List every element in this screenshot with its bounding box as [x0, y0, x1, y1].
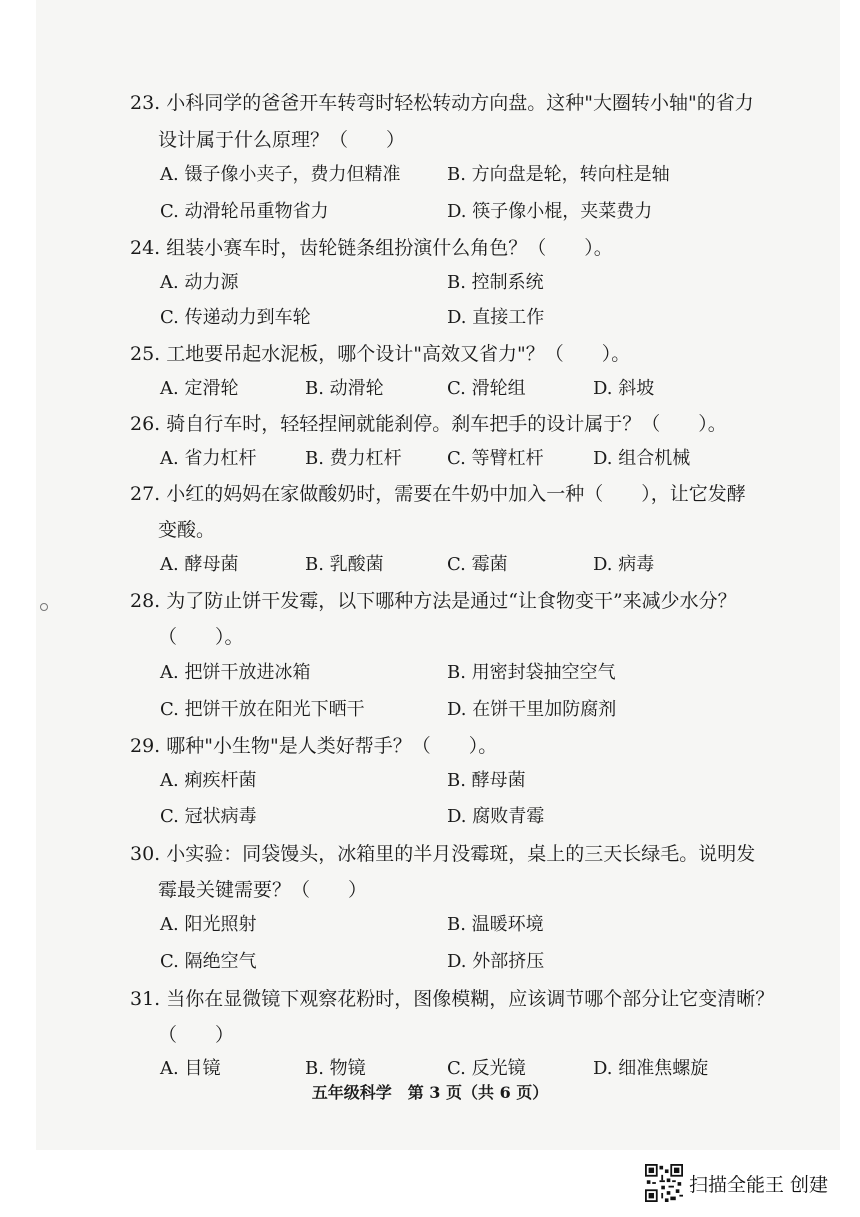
answer-option: D. 腐败青霉	[447, 806, 545, 827]
answer-option: A. 定滑轮	[160, 378, 239, 399]
answer-option: D. 筷子像小棍，夹菜费力	[447, 201, 653, 222]
answer-option: D. 组合机械	[593, 448, 691, 469]
watermark-text: 扫描全能王 创建	[689, 1173, 829, 1196]
question-text-continued: 霉最关键需要？（ ）	[158, 879, 368, 901]
answer-option: B. 费力杠杆	[305, 448, 402, 469]
question-text: 24. 组装小赛车时，齿轮链条组扮演什么角色？（ ）。	[130, 237, 613, 259]
answer-option: D. 外部挤压	[447, 951, 545, 972]
answer-option: B. 动滑轮	[305, 378, 384, 399]
question-text-continued: 变酸。	[158, 519, 216, 541]
answer-option: C. 冠状病毒	[160, 806, 257, 827]
question-text-continued: （ ）	[158, 1024, 235, 1046]
answer-option: D. 细准焦螺旋	[593, 1058, 709, 1079]
answer-option: C. 把饼干放在阳光下晒干	[160, 699, 365, 720]
answer-option: D. 直接工作	[447, 307, 545, 328]
question-text: 31. 当你在显微镜下观察花粉时，图像模糊，应该调节哪个部分让它变清晰？	[130, 988, 775, 1010]
page-footer: 五年级科学 第 3 页（共 6 页）	[311, 1083, 549, 1102]
answer-option: C. 霉菌	[447, 554, 508, 575]
answer-option: C. 传递动力到车轮	[160, 307, 311, 328]
answer-option: D. 病毒	[593, 554, 655, 575]
answer-option: B. 温暖环境	[447, 914, 544, 935]
answer-option: A. 动力源	[160, 272, 239, 293]
question-text-continued: （ ）。	[158, 626, 244, 648]
answer-option: D. 斜坡	[593, 378, 655, 399]
answer-option: A. 酵母菌	[160, 554, 239, 575]
answer-option: B. 方向盘是轮，转向柱是轴	[447, 164, 670, 185]
answer-option: C. 反光镜	[447, 1058, 526, 1079]
question-text-continued: 设计属于什么原理？（ ）	[158, 129, 406, 151]
answer-option: B. 物镜	[305, 1058, 366, 1079]
question-text: 27. 小红的妈妈在家做酸奶时，需要在牛奶中加入一种（ ），让它发酵	[130, 483, 746, 505]
answer-option: C. 隔绝空气	[160, 951, 257, 972]
question-text: 26. 骑自行车时，轻轻捏闸就能刹停。刹车把手的设计属于？（ ）。	[130, 413, 727, 435]
answer-option: C. 滑轮组	[447, 378, 526, 399]
question-text: 28. 为了防止饼干发霉，以下哪种方法是通过“让食物变干”来减少水分？	[130, 590, 737, 612]
answer-option: B. 酵母菌	[447, 770, 526, 791]
answer-option: A. 目镜	[160, 1058, 221, 1079]
question-text: 23. 小科同学的爸爸开车转弯时轻松转动方向盘。这种"大圈转小轴"的省力	[130, 92, 754, 114]
qr-code-icon	[645, 1164, 683, 1202]
answer-option: D. 在饼干里加防腐剂	[447, 699, 617, 720]
answer-option: A. 阳光照射	[160, 914, 257, 935]
answer-option: A. 把饼干放进冰箱	[160, 662, 311, 683]
question-text: 25. 工地要吊起水泥板，哪个设计"高效又省力"？（ ）。	[130, 343, 631, 365]
answer-option: B. 乳酸菌	[305, 554, 384, 575]
answer-option: C. 等臂杠杆	[447, 448, 544, 469]
question-text: 30. 小实验：同袋馒头，冰箱里的半月没霉斑，桌上的三天长绿毛。说明发	[130, 843, 756, 865]
scanner-watermark	[645, 1163, 828, 1203]
answer-option: A. 痢疾杆菌	[160, 770, 257, 791]
answer-option: B. 控制系统	[447, 272, 544, 293]
question-text: 29. 哪种"小生物"是人类好帮手？（ ）。	[130, 735, 498, 757]
answer-option: A. 省力杠杆	[160, 448, 257, 469]
answer-option: B. 用密封袋抽空空气	[447, 662, 616, 683]
answer-option: A. 镊子像小夹子，费力但精准	[160, 164, 401, 185]
answer-option: C. 动滑轮吊重物省力	[160, 201, 329, 222]
scan-mark	[40, 603, 48, 611]
